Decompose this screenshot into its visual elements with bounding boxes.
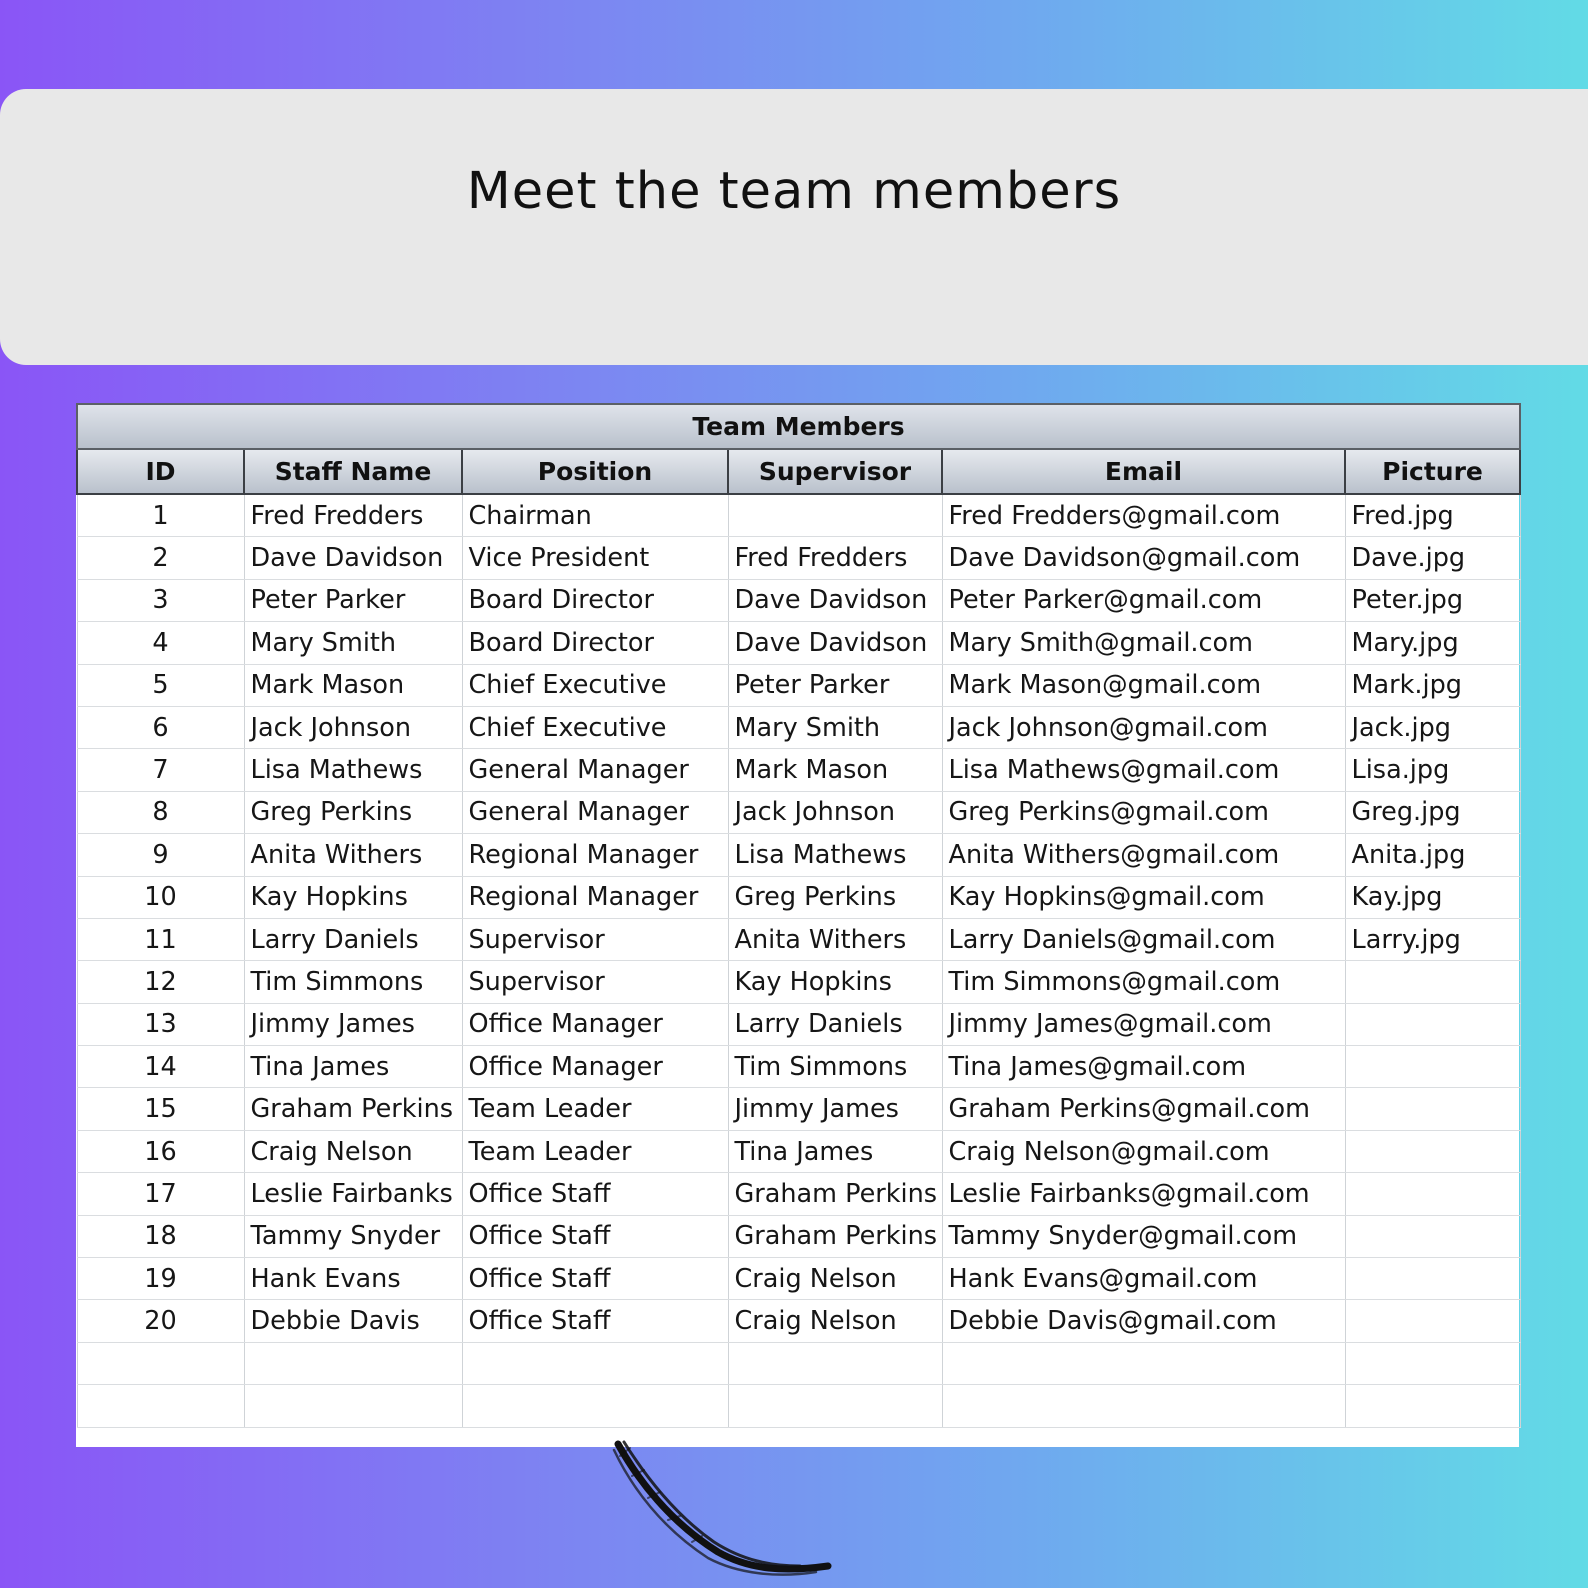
id-cell	[77, 1342, 244, 1384]
email-cell: Jack Johnson@gmail.com	[942, 706, 1345, 748]
staff-name-cell: Mary Smith	[244, 622, 462, 664]
position-cell: Office Staff	[462, 1173, 728, 1215]
id-cell: 13	[77, 1003, 244, 1045]
picture-cell: Fred.jpg	[1345, 494, 1520, 537]
table-row	[77, 749, 1520, 791]
position-cell: Office Manager	[462, 1046, 728, 1088]
staff-name-cell: Leslie Fairbanks	[244, 1173, 462, 1215]
supervisor-cell: Dave Davidson	[728, 622, 942, 664]
table-caption-row	[77, 404, 1520, 449]
picture-cell	[1345, 1300, 1520, 1342]
supervisor-cell: Graham Perkins	[728, 1215, 942, 1257]
id-cell: 20	[77, 1300, 244, 1342]
header-email: Email	[942, 449, 1345, 494]
supervisor-cell	[728, 494, 942, 537]
table-row	[77, 791, 1520, 833]
picture-cell: Peter.jpg	[1345, 579, 1520, 621]
team-members-sheet	[76, 403, 1519, 1447]
supervisor-cell: Craig Nelson	[728, 1300, 942, 1342]
table-row	[77, 1130, 1520, 1172]
id-cell: 8	[77, 791, 244, 833]
email-cell: Fred Fredders@gmail.com	[942, 494, 1345, 537]
id-cell: 19	[77, 1258, 244, 1300]
supervisor-cell	[728, 1385, 942, 1427]
id-cell: 15	[77, 1088, 244, 1130]
id-cell: 6	[77, 706, 244, 748]
staff-name-cell: Craig Nelson	[244, 1130, 462, 1172]
table-row	[77, 1173, 1520, 1215]
staff-name-cell: Mark Mason	[244, 664, 462, 706]
position-cell: General Manager	[462, 791, 728, 833]
picture-cell: Mary.jpg	[1345, 622, 1520, 664]
email-cell: Jimmy James@gmail.com	[942, 1003, 1345, 1045]
position-cell	[462, 1342, 728, 1384]
email-cell: Dave Davidson@gmail.com	[942, 537, 1345, 579]
email-cell: Hank Evans@gmail.com	[942, 1258, 1345, 1300]
id-cell: 9	[77, 834, 244, 876]
picture-cell	[1345, 1130, 1520, 1172]
email-cell: Greg Perkins@gmail.com	[942, 791, 1345, 833]
staff-name-cell: Lisa Mathews	[244, 749, 462, 791]
table-caption: Team Members	[77, 404, 1520, 449]
header-staff-name: Staff Name	[244, 449, 462, 494]
picture-cell	[1345, 1046, 1520, 1088]
picture-cell	[1345, 1342, 1520, 1384]
title-banner	[0, 89, 1588, 365]
email-cell: Anita Withers@gmail.com	[942, 834, 1345, 876]
position-cell: Regional Manager	[462, 876, 728, 918]
position-cell: Team Leader	[462, 1088, 728, 1130]
supervisor-cell: Graham Perkins	[728, 1173, 942, 1215]
staff-name-cell: Hank Evans	[244, 1258, 462, 1300]
header-picture: Picture	[1345, 449, 1520, 494]
picture-cell: Greg.jpg	[1345, 791, 1520, 833]
staff-name-cell: Tim Simmons	[244, 961, 462, 1003]
picture-cell: Kay.jpg	[1345, 876, 1520, 918]
table-row	[77, 622, 1520, 664]
supervisor-cell: Fred Fredders	[728, 537, 942, 579]
position-cell: Chief Executive	[462, 706, 728, 748]
id-cell: 1	[77, 494, 244, 537]
supervisor-cell: Mark Mason	[728, 749, 942, 791]
email-cell: Mark Mason@gmail.com	[942, 664, 1345, 706]
header-supervisor: Supervisor	[728, 449, 942, 494]
email-cell: Kay Hopkins@gmail.com	[942, 876, 1345, 918]
staff-name-cell	[244, 1385, 462, 1427]
email-cell: Tim Simmons@gmail.com	[942, 961, 1345, 1003]
picture-cell	[1345, 1173, 1520, 1215]
staff-name-cell: Larry Daniels	[244, 918, 462, 960]
picture-cell	[1345, 961, 1520, 1003]
email-cell: Peter Parker@gmail.com	[942, 579, 1345, 621]
curved-arrow-icon	[610, 1440, 840, 1580]
id-cell: 5	[77, 664, 244, 706]
email-cell	[942, 1385, 1345, 1427]
position-cell: Supervisor	[462, 918, 728, 960]
table-row	[77, 1088, 1520, 1130]
supervisor-cell: Anita Withers	[728, 918, 942, 960]
staff-name-cell: Jack Johnson	[244, 706, 462, 748]
email-cell: Leslie Fairbanks@gmail.com	[942, 1173, 1345, 1215]
id-cell: 11	[77, 918, 244, 960]
staff-name-cell: Anita Withers	[244, 834, 462, 876]
email-cell: Mary Smith@gmail.com	[942, 622, 1345, 664]
staff-name-cell: Graham Perkins	[244, 1088, 462, 1130]
email-cell: Tina James@gmail.com	[942, 1046, 1345, 1088]
supervisor-cell: Tina James	[728, 1130, 942, 1172]
id-cell: 14	[77, 1046, 244, 1088]
staff-name-cell: Peter Parker	[244, 579, 462, 621]
table-row	[77, 1003, 1520, 1045]
supervisor-cell: Greg Perkins	[728, 876, 942, 918]
picture-cell	[1345, 1003, 1520, 1045]
picture-cell: Anita.jpg	[1345, 834, 1520, 876]
staff-name-cell: Fred Fredders	[244, 494, 462, 537]
supervisor-cell: Larry Daniels	[728, 1003, 942, 1045]
table-row	[77, 961, 1520, 1003]
email-cell: Debbie Davis@gmail.com	[942, 1300, 1345, 1342]
table-row	[77, 1342, 1520, 1384]
id-cell: 3	[77, 579, 244, 621]
supervisor-cell: Kay Hopkins	[728, 961, 942, 1003]
supervisor-cell: Craig Nelson	[728, 1258, 942, 1300]
id-cell	[77, 1385, 244, 1427]
position-cell: Regional Manager	[462, 834, 728, 876]
position-cell: General Manager	[462, 749, 728, 791]
staff-name-cell: Debbie Davis	[244, 1300, 462, 1342]
supervisor-cell: Jimmy James	[728, 1088, 942, 1130]
position-cell: Vice President	[462, 537, 728, 579]
email-cell: Graham Perkins@gmail.com	[942, 1088, 1345, 1130]
header-id: ID	[77, 449, 244, 494]
table-row	[77, 579, 1520, 621]
table-row	[77, 1300, 1520, 1342]
position-cell: Office Staff	[462, 1215, 728, 1257]
supervisor-cell: Mary Smith	[728, 706, 942, 748]
position-cell: Supervisor	[462, 961, 728, 1003]
email-cell: Craig Nelson@gmail.com	[942, 1130, 1345, 1172]
picture-cell: Jack.jpg	[1345, 706, 1520, 748]
table-row	[77, 1046, 1520, 1088]
email-cell: Lisa Mathews@gmail.com	[942, 749, 1345, 791]
position-cell: Board Director	[462, 579, 728, 621]
id-cell: 2	[77, 537, 244, 579]
position-cell	[462, 1385, 728, 1427]
table-row	[77, 1215, 1520, 1257]
table-row	[77, 494, 1520, 537]
email-cell	[942, 1342, 1345, 1384]
supervisor-cell: Lisa Mathews	[728, 834, 942, 876]
page-title: Meet the team members	[466, 162, 1122, 221]
picture-cell	[1345, 1088, 1520, 1130]
position-cell: Office Staff	[462, 1300, 728, 1342]
position-cell: Team Leader	[462, 1130, 728, 1172]
table-row	[77, 664, 1520, 706]
position-cell: Office Manager	[462, 1003, 728, 1045]
table-header-row	[77, 449, 1520, 494]
supervisor-cell: Peter Parker	[728, 664, 942, 706]
staff-name-cell: Tina James	[244, 1046, 462, 1088]
picture-cell: Larry.jpg	[1345, 918, 1520, 960]
id-cell: 7	[77, 749, 244, 791]
staff-name-cell: Tammy Snyder	[244, 1215, 462, 1257]
table-body	[77, 494, 1520, 1427]
supervisor-cell: Dave Davidson	[728, 579, 942, 621]
table-row	[77, 876, 1520, 918]
table-row	[77, 1258, 1520, 1300]
table-row	[77, 918, 1520, 960]
staff-name-cell: Kay Hopkins	[244, 876, 462, 918]
picture-cell: Mark.jpg	[1345, 664, 1520, 706]
position-cell: Chief Executive	[462, 664, 728, 706]
header-position: Position	[462, 449, 728, 494]
id-cell: 10	[77, 876, 244, 918]
supervisor-cell: Tim Simmons	[728, 1046, 942, 1088]
id-cell: 12	[77, 961, 244, 1003]
picture-cell	[1345, 1258, 1520, 1300]
picture-cell: Lisa.jpg	[1345, 749, 1520, 791]
staff-name-cell: Dave Davidson	[244, 537, 462, 579]
picture-cell	[1345, 1385, 1520, 1427]
team-members-table	[76, 403, 1521, 1428]
staff-name-cell	[244, 1342, 462, 1384]
table-row	[77, 537, 1520, 579]
email-cell: Larry Daniels@gmail.com	[942, 918, 1345, 960]
email-cell: Tammy Snyder@gmail.com	[942, 1215, 1345, 1257]
picture-cell	[1345, 1215, 1520, 1257]
staff-name-cell: Jimmy James	[244, 1003, 462, 1045]
table-row	[77, 706, 1520, 748]
picture-cell: Dave.jpg	[1345, 537, 1520, 579]
position-cell: Chairman	[462, 494, 728, 537]
id-cell: 4	[77, 622, 244, 664]
supervisor-cell: Jack Johnson	[728, 791, 942, 833]
position-cell: Office Staff	[462, 1258, 728, 1300]
supervisor-cell	[728, 1342, 942, 1384]
table-row	[77, 1385, 1520, 1427]
staff-name-cell: Greg Perkins	[244, 791, 462, 833]
position-cell: Board Director	[462, 622, 728, 664]
id-cell: 17	[77, 1173, 244, 1215]
id-cell: 18	[77, 1215, 244, 1257]
id-cell: 16	[77, 1130, 244, 1172]
table-row	[77, 834, 1520, 876]
